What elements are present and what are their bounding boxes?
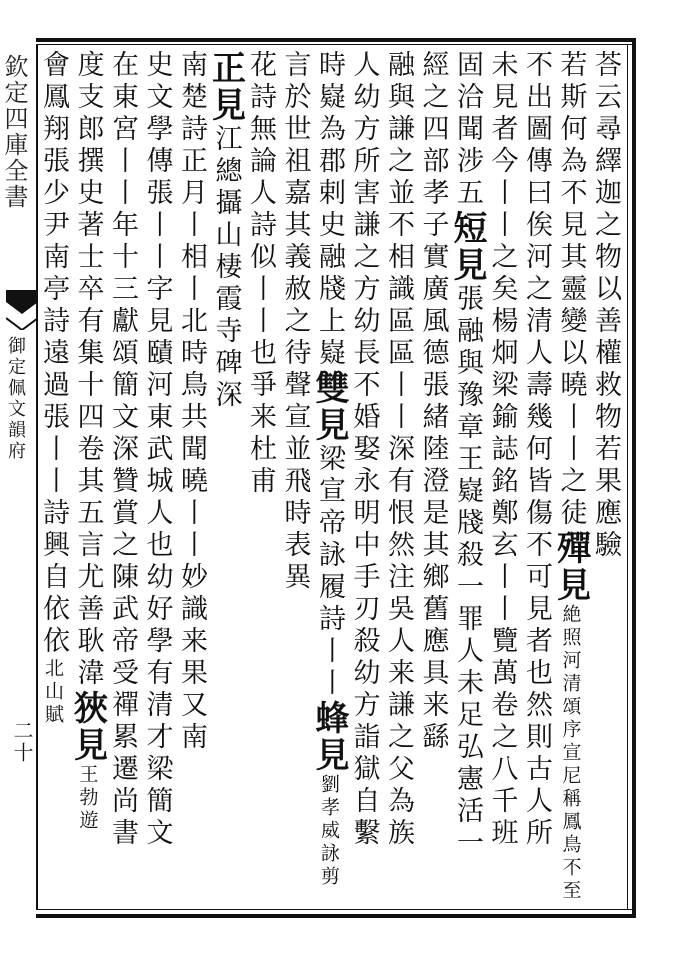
column-text: 待聲宣並飛時表異 (279, 338, 311, 594)
column-text: 度支郎撰史著士卒有集十四卷其五言尤善耿湋 (72, 50, 104, 690)
annotation-text: 絶照河清頌序宣尼稱鳳鳥不至 (559, 604, 582, 903)
column-text: 人幼方所害謙之方幼長不婚娶永明中手刃殺幼方詣獄自繫 (348, 50, 380, 850)
column-text: 曉丨丨妙識来果又南 (176, 466, 207, 754)
column-text: 會鳳翔張少尹南亭詩遠過張丨丨詩興自依依 (38, 50, 69, 658)
column-text: 在東宮丨丨年十三獻頌簡文深贊賞之陳武帝受禪累遷尚書 (107, 50, 138, 850)
column-text: 固洽聞涉五 (452, 50, 483, 210)
annotation-text: 王勃遊 (76, 764, 99, 833)
column-text: 荅云尋繹迦之物以善權救物若果應驗 (590, 50, 621, 562)
book-title: 御定佩文韻府 (5, 336, 26, 462)
bottom-border-rule (36, 914, 636, 918)
column-text: 孝子實廣風德張緒陸澄是其鄉舊應具来繇 (417, 178, 449, 754)
column-text: 南楚詩正月丨相丨北時鳥共聞 (176, 50, 207, 466)
column-text: 言於世祖嘉其義赦之 (279, 50, 311, 338)
headword: 短見 (447, 210, 487, 284)
text-column (31, 50, 75, 910)
annotation-text: 劉孝威詠剪 (318, 774, 340, 889)
headword: 正見 (205, 50, 246, 124)
top-border-rule (36, 38, 636, 42)
annotation-text: 北山賦 (42, 658, 64, 727)
column-text: 若斯何為不見其靈變以曉丨丨之徒 (555, 50, 587, 530)
column-text: 梁宣帝詠履詩丨丨 (314, 444, 345, 700)
collection-title: 欽定四庫全書 (0, 54, 28, 210)
column-text: 張融與豫章王嶷牋殺一罪人未足弘憲活一 (452, 284, 483, 860)
right-border-rule (632, 38, 636, 918)
top-inner-rule (36, 44, 636, 45)
column-text: 經之四部 (417, 50, 449, 178)
column-text: 融與謙之並不相識區區丨丨深有恨然注吳人来謙之父為族 (383, 50, 414, 850)
column-text: 史文學傳張丨丨字見賾河東武城人也幼好學有清才梁簡文 (141, 50, 173, 850)
column-text: 時嶷為郡剌史融牋上嶷 (314, 50, 345, 370)
headword: 狹見 (67, 690, 108, 764)
page-number: 二十 (10, 720, 34, 764)
headword: 蜂見 (309, 700, 349, 774)
right-inner-rule (627, 44, 628, 910)
headword: 雙見 (309, 370, 349, 444)
column-text: 不出圖傳曰俟河之清人壽幾何皆傷不可見者也然則古人所 (521, 50, 552, 850)
column-text: 江總攝山棲霞寺碑深 (210, 124, 242, 412)
headword: 殫見 (550, 530, 591, 604)
column-text: 未見者今丨丨之矣楊炯梁鍮誌銘鄭玄丨丨覽萬卷之八千班 (486, 50, 518, 850)
column-text: 花詩無論人詩似丨丨也爭来杜甫 (245, 50, 276, 498)
